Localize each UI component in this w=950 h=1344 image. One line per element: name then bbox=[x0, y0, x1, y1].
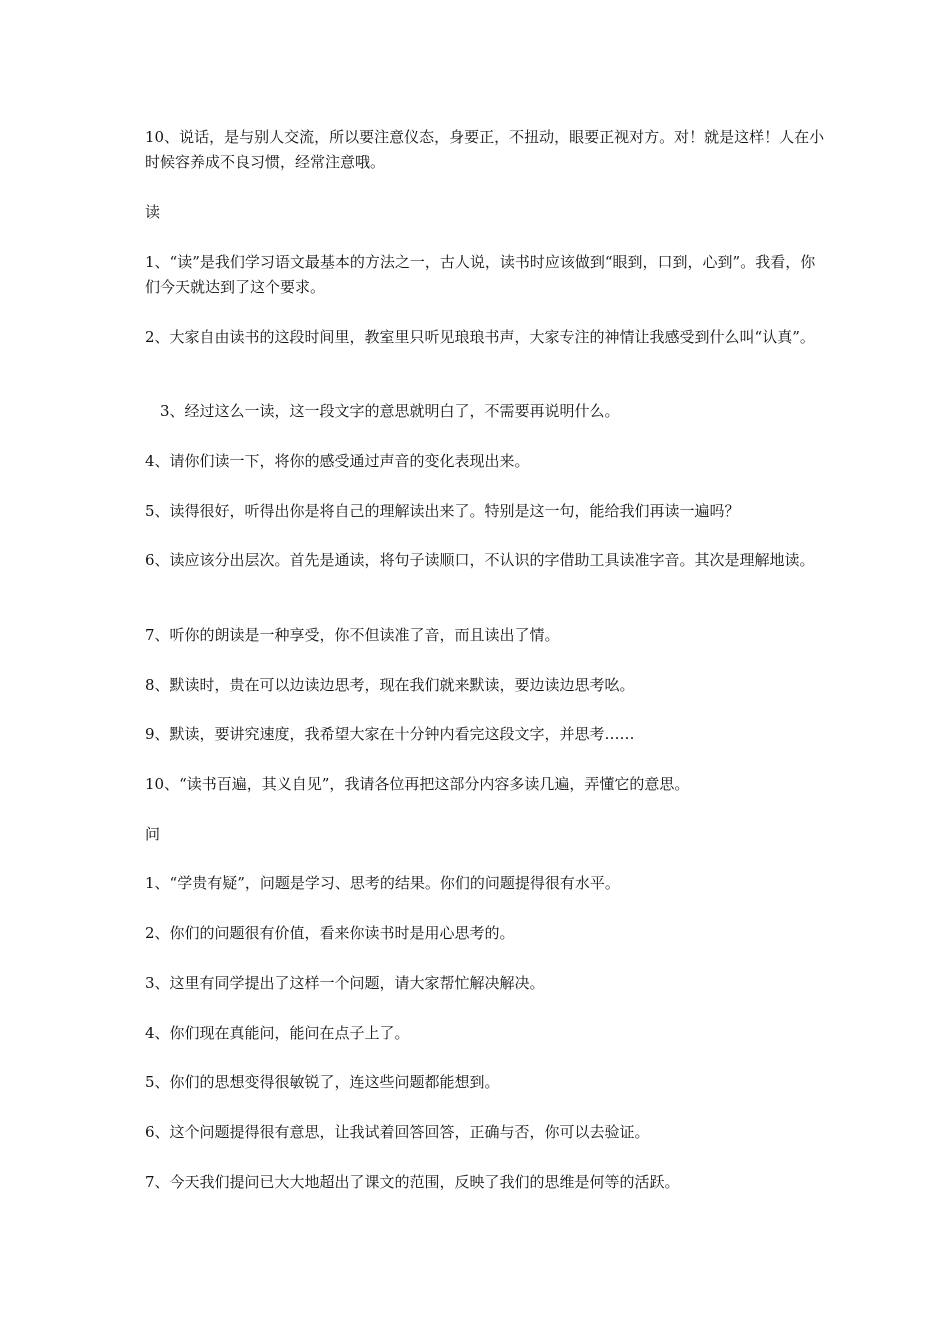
paragraph-read-2: 2、大家自由读书的这段时间里，教室里只听见琅琅书声，大家专注的神情让我感受到什么叫“认真”。 bbox=[145, 328, 815, 346]
paragraph-read-9: 9、默读，要讲究速度，我希望大家在十分钟内看完这段文字，并思考…… bbox=[145, 725, 635, 743]
paragraph-ask-4: 4、你们现在真能问，能问在点子上了。 bbox=[145, 1024, 410, 1042]
section-heading-read: 读 bbox=[145, 203, 161, 221]
section-heading-ask: 问 bbox=[145, 825, 161, 843]
paragraph-read-6: 6、读应该分出层次。首先是通读，将句子读顺口，不认识的字借助工具读准字音。其次是理解地读。 bbox=[145, 551, 815, 569]
paragraph-read-5: 5、读得很好，听得出你是将自己的理解读出来了。特别是这一句，能给我们再读一遍吗？ bbox=[145, 502, 740, 520]
paragraph-speak-10: 10、说话，是与别人交流，所以要注意仪态，身要正，不扭动，眼要正视对方。对！就是这样！人在小时候容养成不良习惯，经常注意哦。 bbox=[145, 128, 825, 171]
paragraph-ask-2: 2、你们的问题很有价值，看来你读书时是用心思考的。 bbox=[145, 924, 515, 942]
paragraph-ask-1: 1、“学贵有疑”，问题是学习、思考的结果。你们的问题提得很有水平。 bbox=[145, 874, 620, 892]
paragraph-read-10: 10、“读书百遍，其义自见”，我请各位再把这部分内容多读几遍，弄懂它的意思。 bbox=[145, 775, 690, 793]
paragraph-read-3: 3、经过这么一读，这一段文字的意思就明白了，不需要再说明什么。 bbox=[160, 402, 620, 420]
paragraph-read-1: 1、“读”是我们学习语文最基本的方法之一，古人说，读书时应该做到“眼到，口到，心到”。我看，你们今天就达到了这个要求。 bbox=[145, 253, 816, 296]
paragraph-ask-7: 7、今天我们提问已大大地超出了课文的范围，反映了我们的思维是何等的活跃。 bbox=[145, 1173, 680, 1191]
paragraph-ask-5: 5、你们的思想变得很敏锐了，连这些问题都能想到。 bbox=[145, 1073, 500, 1091]
paragraph-read-7: 7、听你的朗读是一种享受，你不但读准了音，而且读出了情。 bbox=[145, 626, 560, 644]
paragraph-read-8: 8、默读时，贵在可以边读边思考，现在我们就来默读，要边读边思考吆。 bbox=[145, 676, 635, 694]
paragraph-read-4: 4、请你们读一下，将你的感受通过声音的变化表现出来。 bbox=[145, 452, 530, 470]
paragraph-ask-6: 6、这个问题提得很有意思，让我试着回答回答，正确与否，你可以去验证。 bbox=[145, 1123, 650, 1141]
paragraph-ask-3: 3、这里有同学提出了这样一个问题，请大家帮忙解决解决。 bbox=[145, 974, 545, 992]
